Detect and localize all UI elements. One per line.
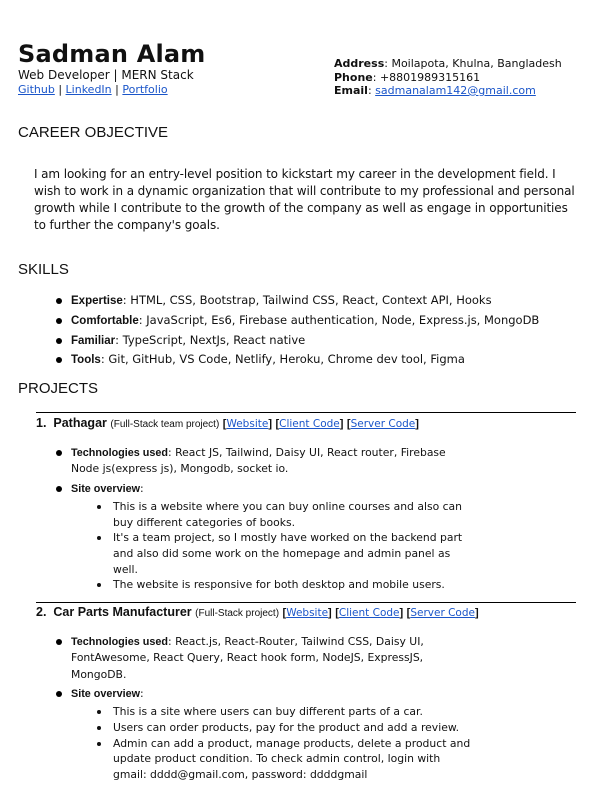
candidate-title: Web Developer | MERN Stack bbox=[18, 68, 194, 82]
project-type: (Full-Stack project) bbox=[195, 608, 280, 619]
phone: +8801989315161 bbox=[379, 70, 481, 84]
overview-point bbox=[97, 530, 467, 577]
bullet-icon bbox=[97, 505, 101, 509]
project-number: 2. bbox=[36, 605, 47, 619]
link-separator: | bbox=[115, 83, 119, 96]
bullet-icon bbox=[56, 691, 62, 697]
overview-item bbox=[56, 686, 456, 702]
divider bbox=[36, 412, 576, 413]
bullet-icon bbox=[56, 450, 62, 456]
overview-list bbox=[97, 499, 467, 593]
client-code-link[interactable]: Client Code bbox=[279, 418, 340, 430]
address: Moilapota, Khulna, Bangladesh bbox=[391, 57, 562, 70]
overview-label: Site overview bbox=[71, 687, 141, 700]
tech-item bbox=[56, 445, 476, 478]
profile-links bbox=[18, 83, 168, 96]
divider bbox=[36, 602, 576, 603]
colon: : bbox=[140, 481, 144, 495]
email-label: Email bbox=[334, 84, 368, 97]
overview-point bbox=[97, 736, 477, 783]
project-details bbox=[56, 634, 471, 783]
project-name: Pathagar bbox=[53, 416, 107, 430]
bullet-icon bbox=[97, 742, 101, 746]
server-code-link[interactable]: Server Code bbox=[410, 607, 475, 619]
project-title: 2. Car Parts Manufacturer (Full-Stack project) [Website] [Client Code] [Server Code] bbox=[36, 605, 479, 619]
tech-value: : React.js, React-Router, Tailwind CSS, Daisy UI, FontAwesome, React Query, React hook form, NodeJS, ExpressJS, MongoDB. bbox=[71, 635, 424, 681]
objective-text: I am looking for an entry-level position to kickstart my career in the development field. I wish to work in a dynamic organization that will contribute to my professional and personal growth while I contribute to the growth of the company as well as engage in opportunities to further the company's goals. bbox=[34, 167, 575, 232]
skill-value: : JavaScript, Es6, Firebase authentication, Node, Express.js, MongoDB bbox=[138, 312, 540, 327]
github-link[interactable]: Github bbox=[18, 83, 55, 96]
skill-item bbox=[56, 333, 539, 353]
skill-item bbox=[56, 313, 539, 333]
phone-label: Phone bbox=[334, 70, 373, 84]
projects-heading: PROJECTS bbox=[18, 380, 99, 397]
skill-value: : HTML, CSS, Bootstrap, Tailwind CSS, React, Context API, Hooks bbox=[122, 293, 492, 307]
skills-heading: SKILLS bbox=[18, 261, 69, 278]
bullet-icon bbox=[97, 536, 101, 540]
bullet-icon bbox=[56, 298, 62, 304]
tech-label: Technologies used bbox=[71, 636, 168, 648]
objective-heading: CAREER OBJECTIVE bbox=[18, 124, 169, 141]
bullet-icon bbox=[56, 357, 62, 363]
overview-text: The website is responsive for both desktop and mobile users. bbox=[113, 578, 445, 592]
skill-label: Expertise bbox=[71, 295, 123, 307]
project-type: (Full-Stack team project) bbox=[110, 419, 220, 430]
overview-point bbox=[97, 499, 467, 530]
bullet-icon bbox=[56, 486, 62, 492]
bullet-icon bbox=[97, 726, 101, 730]
email-link[interactable]: sadmanalam142@gmail.com bbox=[375, 84, 536, 97]
tech-value: : React JS, Tailwind, Daisy UI, React router, Firebase Node js(express js), Mongodb, socket io. bbox=[71, 446, 446, 476]
link-separator: | bbox=[58, 83, 63, 96]
skill-value: : TypeScript, NextJs, React native bbox=[115, 332, 306, 347]
bullet-icon bbox=[56, 639, 62, 645]
bullet-icon bbox=[97, 710, 101, 714]
skill-label: Tools bbox=[71, 354, 101, 367]
overview-item bbox=[56, 481, 476, 497]
overview-list bbox=[97, 704, 477, 783]
project-title: 1. Pathagar (Full-Stack team project) [Website] [Client Code] [Server Code] bbox=[36, 416, 419, 430]
website-link[interactable]: Website bbox=[226, 418, 269, 430]
overview-label: Site overview bbox=[71, 482, 141, 495]
colon: : bbox=[140, 686, 144, 700]
linkedin-link[interactable]: LinkedIn bbox=[65, 83, 112, 96]
bullet-icon bbox=[56, 318, 62, 324]
project-number: 1. bbox=[36, 416, 47, 430]
tech-item bbox=[56, 634, 456, 683]
portfolio-link[interactable]: Portfolio bbox=[122, 83, 168, 96]
overview-point bbox=[97, 720, 477, 736]
address-label: Address bbox=[334, 57, 385, 70]
overview-text: This is a website where you can buy online courses and also can buy different categories of books. bbox=[113, 499, 463, 529]
website-link[interactable]: Website bbox=[286, 607, 329, 619]
project-details bbox=[56, 445, 476, 593]
overview-point bbox=[97, 704, 477, 720]
contact-info: Address: Moilapota, Khulna, Bangladesh Phone: +8801989315161 Email: sadmanalam142@gmail.com bbox=[334, 57, 562, 97]
skill-value: : Git, GitHub, VS Code, Netlify, Heroku, Chrome dev tool, Figma bbox=[100, 352, 465, 367]
skill-item bbox=[56, 352, 539, 372]
overview-text: It's a team project, so I mostly have worked on the backend part and also did some work on the homepage and admin panel as well. bbox=[113, 531, 463, 576]
tech-label: Technologies used bbox=[71, 447, 168, 459]
skill-label: Comfortable bbox=[71, 314, 139, 327]
project-name: Car Parts Manufacturer bbox=[53, 605, 192, 619]
server-code-link[interactable]: Server Code bbox=[350, 418, 416, 430]
skills-list bbox=[56, 293, 539, 372]
client-code-link[interactable]: Client Code bbox=[338, 607, 400, 619]
overview-point bbox=[97, 577, 467, 593]
overview-text: Admin can add a product, manage products, delete a product and update product condition. To check admin control, login with gmail: dddd@gmail.com, password: ddddgmail bbox=[113, 736, 471, 781]
bullet-icon bbox=[56, 338, 62, 344]
skill-label: Familiar bbox=[71, 334, 116, 347]
overview-text: This is a site where users can buy different parts of a car. bbox=[113, 705, 423, 719]
overview-text: Users can order products, pay for the product and add a review. bbox=[113, 720, 460, 734]
skill-item bbox=[56, 293, 539, 313]
bullet-icon bbox=[97, 583, 101, 587]
candidate-name: Sadman Alam bbox=[18, 40, 206, 68]
